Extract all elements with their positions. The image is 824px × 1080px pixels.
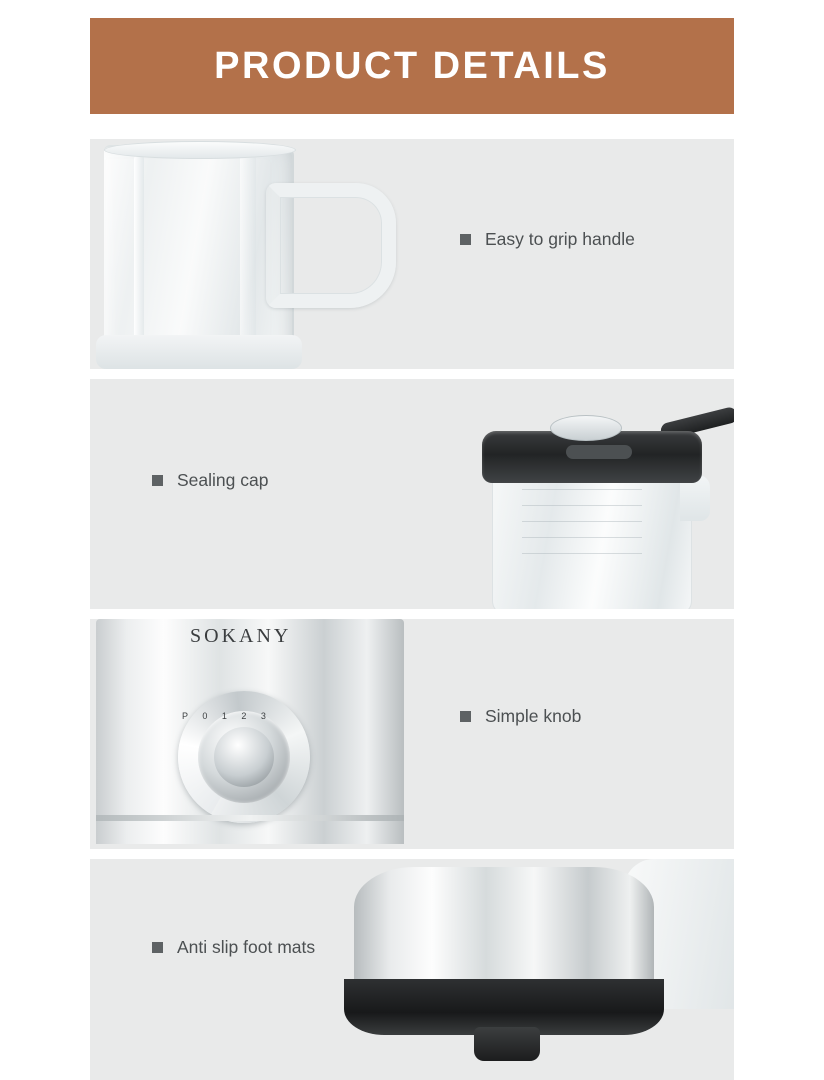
sealing-cap-shape: [550, 415, 622, 441]
jar-highlight-2: [240, 155, 256, 345]
feature-label-text: Sealing cap: [177, 470, 269, 490]
blender-jar-lid-photo: [404, 379, 734, 609]
jar-highlight-1: [134, 155, 144, 345]
knob-speed-marks: P 0 1 2 3: [182, 711, 272, 721]
base-seam-shape: [96, 815, 404, 821]
feature-label-sealing-cap: [152, 470, 268, 491]
feature-block-knob: [90, 619, 734, 849]
jar-handle-shape: [266, 183, 396, 308]
feature-label-text: Simple knob: [485, 706, 582, 726]
bullet-square-icon: [152, 942, 163, 953]
feature-label-knob: [460, 706, 581, 727]
motor-base-dome-shape: [354, 867, 654, 997]
feature-block-handle: [90, 139, 734, 369]
bullet-square-icon: [460, 234, 471, 245]
bullet-square-icon: [460, 711, 471, 722]
feature-label-handle: [460, 229, 635, 250]
header-banner: [90, 18, 734, 114]
feature-block-sealing-cap: [90, 379, 734, 609]
blender-base-foot-photo: [334, 859, 734, 1080]
bullet-square-icon: [152, 475, 163, 486]
blender-glass-jar-handle-photo: [90, 139, 420, 369]
jar-rim-shape: [104, 141, 296, 159]
jar-measure-marks: [522, 489, 642, 569]
anti-slip-foot-pad-shape: [474, 1027, 540, 1061]
page-title: PRODUCT DETAILS: [214, 45, 610, 87]
blender-base-control-knob-photo: [90, 619, 420, 849]
jar-base-shape: [96, 335, 302, 369]
brand-text: SOKANY: [190, 625, 292, 647]
feature-label-text: Anti slip foot mats: [177, 937, 316, 957]
feature-block-foot-mats: [90, 859, 734, 1080]
feature-label-text: Easy to grip handle: [485, 229, 635, 249]
feature-label-foot-mats: [152, 937, 315, 958]
lid-vent-slot-shape: [566, 445, 632, 459]
